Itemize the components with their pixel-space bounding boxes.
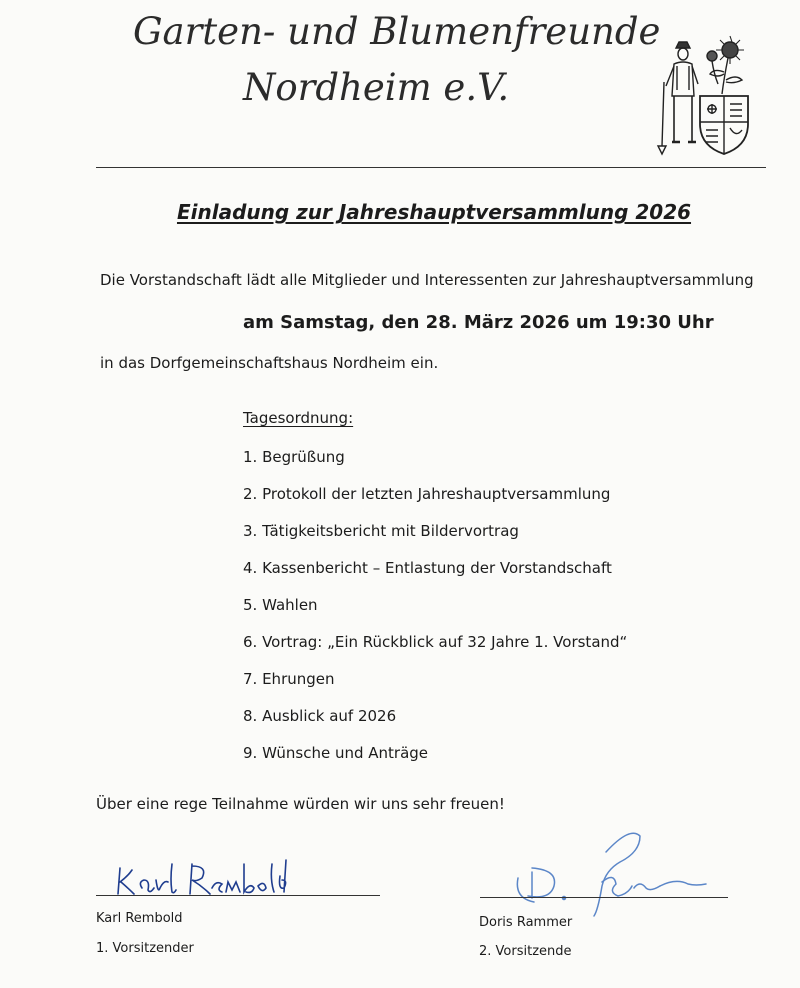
signatory-role-1: 1. Vorsitzender xyxy=(96,941,194,956)
agenda-title: Tagesordnung: xyxy=(243,409,354,427)
meeting-date: am Samstag, den 28. März 2026 um 19:30 Uhr xyxy=(243,312,714,333)
signature-karl-rembold xyxy=(112,850,292,900)
club-name-line-2: Nordheim e.V. xyxy=(243,66,510,109)
agenda-item: 8. Ausblick auf 2026 xyxy=(243,707,397,725)
agenda-list xyxy=(243,448,627,781)
club-name-line-1: Garten- und Blumenfreunde xyxy=(133,10,661,53)
agenda-item: 9. Wünsche und Anträge xyxy=(243,744,429,762)
closing-text: Über eine rege Teilnahme würden wir uns sehr freuen! xyxy=(96,795,505,813)
invitation-heading: Einladung zur Jahreshauptversammlung 2026 xyxy=(176,200,692,224)
signatory-name-1: Karl Rembold xyxy=(96,911,183,926)
signature-line-2 xyxy=(480,897,728,898)
agenda-item: 2. Protokoll der letzten Jahreshauptversammlung xyxy=(243,485,611,503)
signatory-role-2: 2. Vorsitzende xyxy=(479,944,572,959)
agenda-item: 5. Wahlen xyxy=(243,596,318,614)
agenda-item: 6. Vortrag: „Ein Rückblick auf 32 Jahre 1. Vorstand“ xyxy=(243,633,628,651)
agenda-item: 1. Begrüßung xyxy=(243,448,345,466)
meeting-location: in das Dorfgemeinschaftshaus Nordheim ein. xyxy=(100,354,439,372)
signatory-name-2: Doris Rammer xyxy=(479,915,573,930)
gardener-and-sunflower-coat-of-arms-icon xyxy=(656,34,752,156)
agenda-item: 7. Ehrungen xyxy=(243,670,335,688)
intro-text: Die Vorstandschaft lädt alle Mitglieder und Interessenten zur Jahreshauptversammlung xyxy=(100,271,754,289)
header-divider xyxy=(96,167,766,168)
agenda-item: 3. Tätigkeitsbericht mit Bildervortrag xyxy=(243,522,519,540)
agenda-item: 4. Kassenbericht – Entlastung der Vorstandschaft xyxy=(243,559,612,577)
signature-doris-rammer xyxy=(510,822,710,918)
signature-line-1 xyxy=(96,895,380,896)
